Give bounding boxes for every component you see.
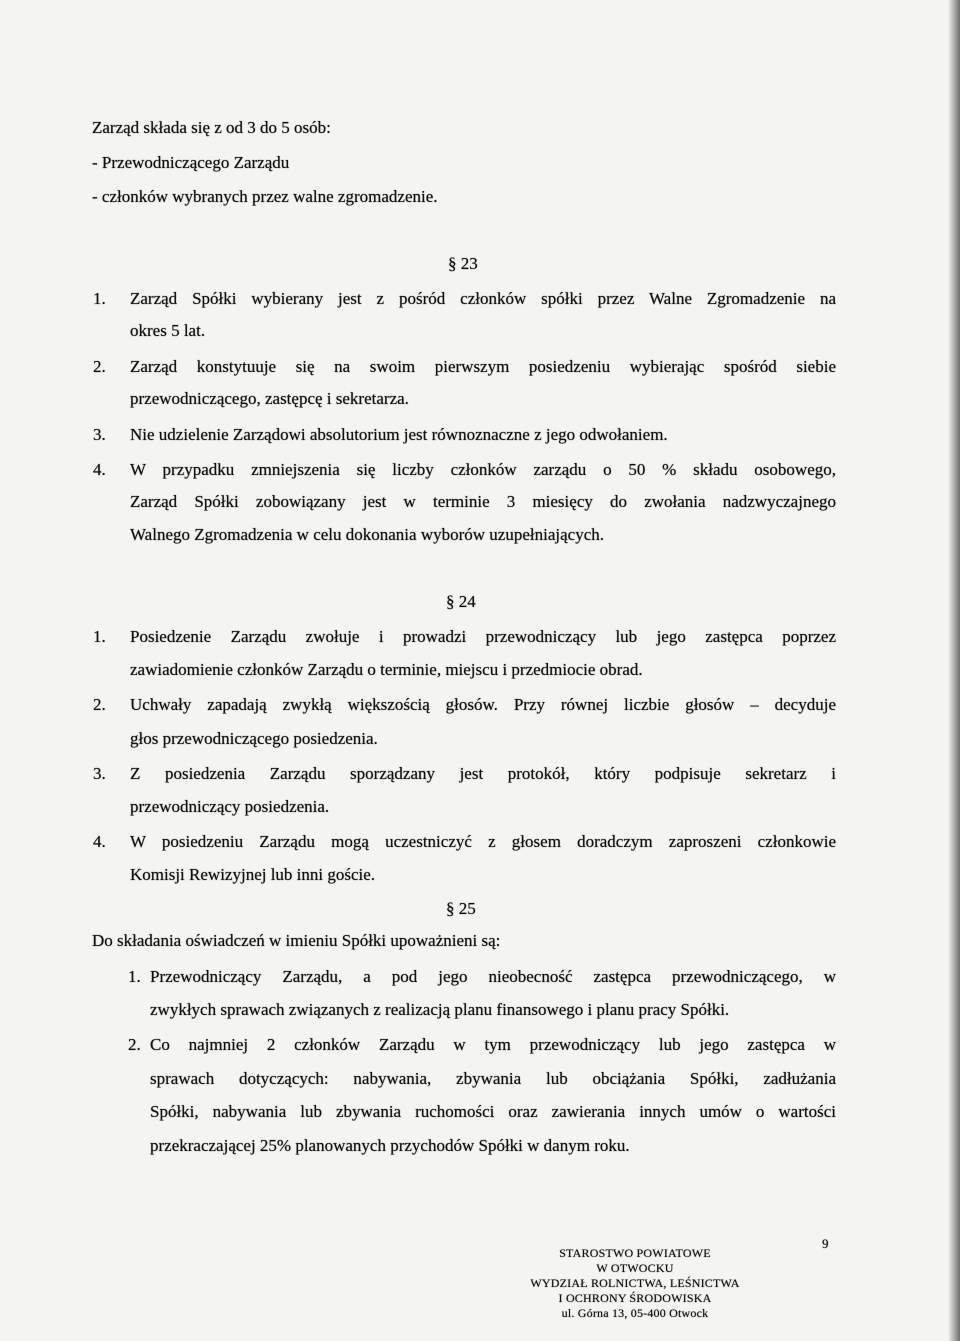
s25-item-1-line-2: zwykłych sprawach związanych z realizacją planu finansowego i planu pracy Spółki. [150, 1000, 730, 1019]
s23-item-3-number: 3. [93, 425, 106, 444]
s23-item-2-line-1: Zarząd konstytuuje się na swoim pierwszym posiedzeniu wybierając spośród siebie [130, 357, 836, 376]
section-25-heading: § 25 [446, 899, 476, 918]
stamp-line-2: W OTWOCKU [596, 1261, 674, 1275]
s24-item-2-line-1: Uchwały zapadają zwykłą większością głosów. Przy równej liczbie głosów – decyduje [130, 695, 836, 714]
intro-line-3: - członków wybranych przez walne zgromadzenie. [92, 187, 438, 206]
section-23-heading: § 23 [448, 254, 478, 273]
s24-item-4-number: 4. [93, 832, 106, 851]
s23-item-3-line-1: Nie udzielenie Zarządowi absolutorium jest równoznaczne z jego odwołaniem. [130, 425, 668, 444]
page-number: 9 [822, 1236, 829, 1251]
stamp-line-3: WYDZIAŁ ROLNICTWA, LEŚNICTWA [530, 1276, 740, 1290]
s25-item-1-number: 1. [128, 967, 141, 986]
s25-item-2-line-2: sprawach dotyczących: nabywania, zbywania lub obciążania Spółki, zadłużania [150, 1069, 836, 1088]
s24-item-3-number: 3. [93, 764, 106, 783]
stamp-line-1: STAROSTWO POWIATOWE [559, 1246, 711, 1260]
s25-item-2-line-4: przekraczającej 25% planowanych przychodów Spółki w danym roku. [150, 1136, 630, 1155]
office-stamp [505, 1246, 765, 1321]
intro-line-1: Zarząd składa się z od 3 do 5 osób: [92, 118, 331, 137]
s24-item-1-number: 1. [93, 627, 106, 646]
section-24-heading: § 24 [446, 592, 476, 611]
s24-item-1-line-1: Posiedzenie Zarządu zwołuje i prowadzi przewodniczący lub jego zastępca poprzez [130, 627, 836, 646]
s24-item-4-line-2: Komisji Rewizyjnej lub inni goście. [130, 865, 376, 884]
s23-item-4-line-2: Zarząd Spółki zobowiązany jest w terminie 3 miesięcy do zwołania nadzwyczajnego [130, 492, 836, 511]
s23-item-1-line-1: Zarząd Spółki wybierany jest z pośród członków spółki przez Walne Zgromadzenie na [130, 289, 836, 308]
stamp-line-5: ul. Górna 13, 05-400 Otwock [561, 1306, 709, 1320]
s24-item-1-line-2: zawiadomienie członków Zarządu o terminie, miejscu i przedmiocie obrad. [130, 660, 643, 679]
s24-item-3-line-1: Z posiedzenia Zarządu sporządzany jest protokół, który podpisuje sekretarz i [130, 764, 836, 783]
s24-item-4-line-1: W posiedzeniu Zarządu mogą uczestniczyć z głosem doradczym zaproszeni członkowie [130, 832, 836, 851]
s24-item-3-line-2: przewodniczący posiedzenia. [130, 797, 330, 816]
s25-item-2-line-1: Co najmniej 2 członków Zarządu w tym przewodniczący lub jego zastępca w [150, 1035, 836, 1054]
s25-lead: Do składania oświadczeń w imieniu Spółki upoważnieni są: [92, 931, 501, 950]
s23-item-2-number: 2. [93, 357, 106, 376]
s25-item-1-line-1: Przewodniczący Zarządu, a pod jego nieobecność zastępca przewodniczącego, w [150, 967, 836, 986]
s23-item-4-line-3: Walnego Zgromadzenia w celu dokonania wyborów uzupełniających. [130, 525, 604, 544]
s25-item-2-number: 2. [128, 1035, 141, 1054]
s24-item-2-number: 2. [93, 695, 106, 714]
s23-item-4-line-1: W przypadku zmniejszenia się liczby członków zarządu o 50 % składu osobowego, [130, 460, 836, 479]
s23-item-1-number: 1. [93, 289, 106, 308]
s25-item-2-line-3: Spółki, nabywania lub zbywania ruchomości oraz zawierania innych umów o wartości [150, 1102, 836, 1121]
intro-line-2: - Przewodniczącego Zarządu [92, 153, 290, 172]
s23-item-1-line-2: okres 5 lat. [130, 321, 206, 340]
s24-item-2-line-2: głos przewodniczącego posiedzenia. [130, 729, 378, 748]
s23-item-2-line-2: przewodniczącego, zastępcę i sekretarza. [130, 389, 409, 408]
scan-edge-shadow [948, 0, 960, 1341]
s23-item-4-number: 4. [93, 460, 106, 479]
stamp-line-4: I OCHRONY ŚRODOWISKA [558, 1291, 712, 1305]
